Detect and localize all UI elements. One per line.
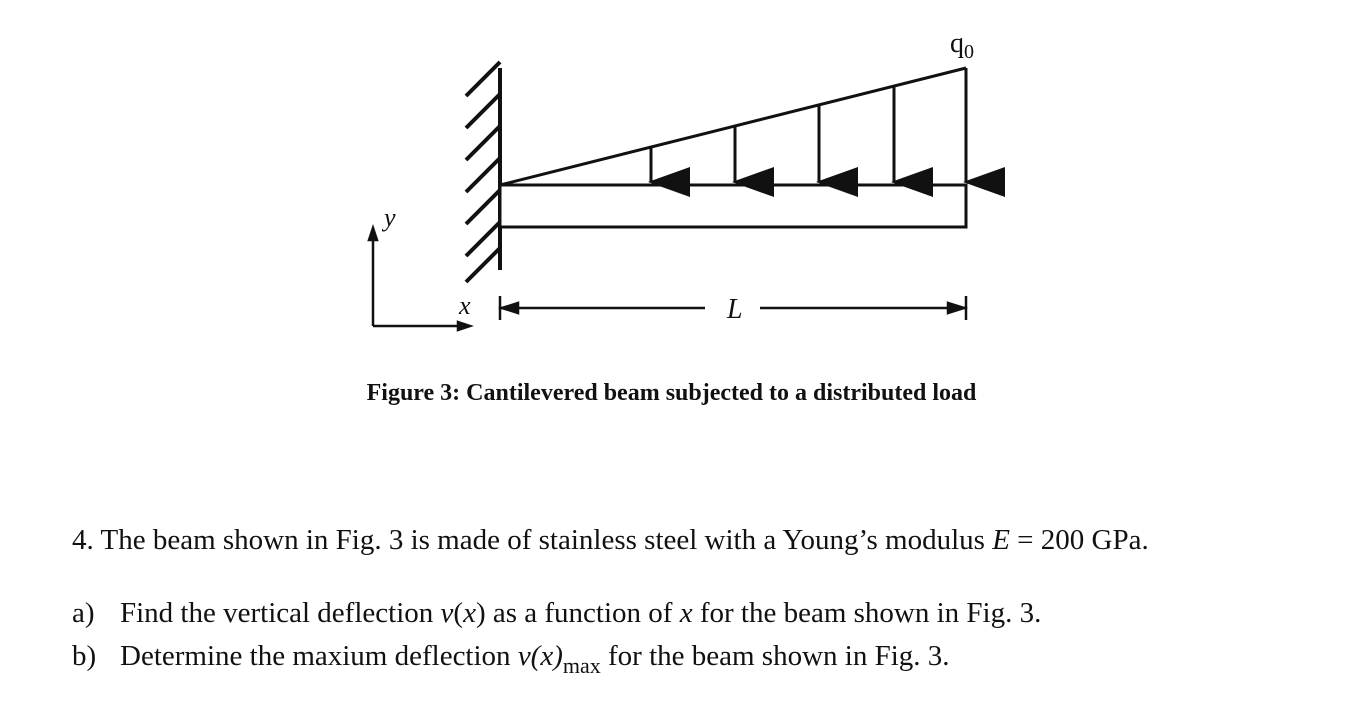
- var-x: x: [679, 597, 693, 629]
- question-statement: [72, 524, 1149, 557]
- figure-caption: Figure 3: Cantilevered beam subjected to a distributed load: [366, 380, 977, 406]
- x-axis-label: x: [459, 291, 471, 320]
- part-b: [72, 635, 1041, 678]
- beam: [500, 185, 966, 227]
- part-text: Find the vertical deflection: [120, 597, 434, 629]
- question-parts: [72, 592, 1041, 678]
- beam-figure: [0, 0, 1360, 360]
- distributed-load: [500, 68, 966, 185]
- question-number: 4.: [72, 524, 94, 556]
- part-text-middle: as a function of: [492, 597, 673, 629]
- part-text-after: for the beam shown in Fig. 3.: [699, 597, 1042, 629]
- question-lead: The beam shown in Fig. 3 is made of stainless steel with a Young’s modulus: [100, 524, 985, 556]
- max-subscript: max: [562, 653, 601, 678]
- paren-close: ): [475, 597, 486, 629]
- load-magnitude-label: $q_0$: [950, 28, 974, 63]
- part-a: [72, 592, 1041, 635]
- part-marker: b): [72, 640, 97, 672]
- max-deflection-func: v(x): [517, 640, 563, 672]
- paren-open: (: [453, 597, 464, 629]
- length-label: L: [727, 294, 743, 325]
- modulus-symbol: E: [992, 524, 1010, 556]
- coordinate-axes: [369, 228, 470, 330]
- part-marker: a): [72, 597, 95, 629]
- wall-support: [466, 62, 500, 282]
- modulus-value: = 200 GPa.: [1017, 524, 1149, 556]
- load-profile-line: [500, 68, 966, 185]
- y-axis-label: y: [384, 203, 396, 232]
- part-text: Determine the maxium deflection: [120, 640, 511, 672]
- part-text-after: for the beam shown in Fig. 3.: [608, 640, 950, 672]
- deflection-func: v: [440, 597, 454, 629]
- var-x: x: [463, 597, 476, 629]
